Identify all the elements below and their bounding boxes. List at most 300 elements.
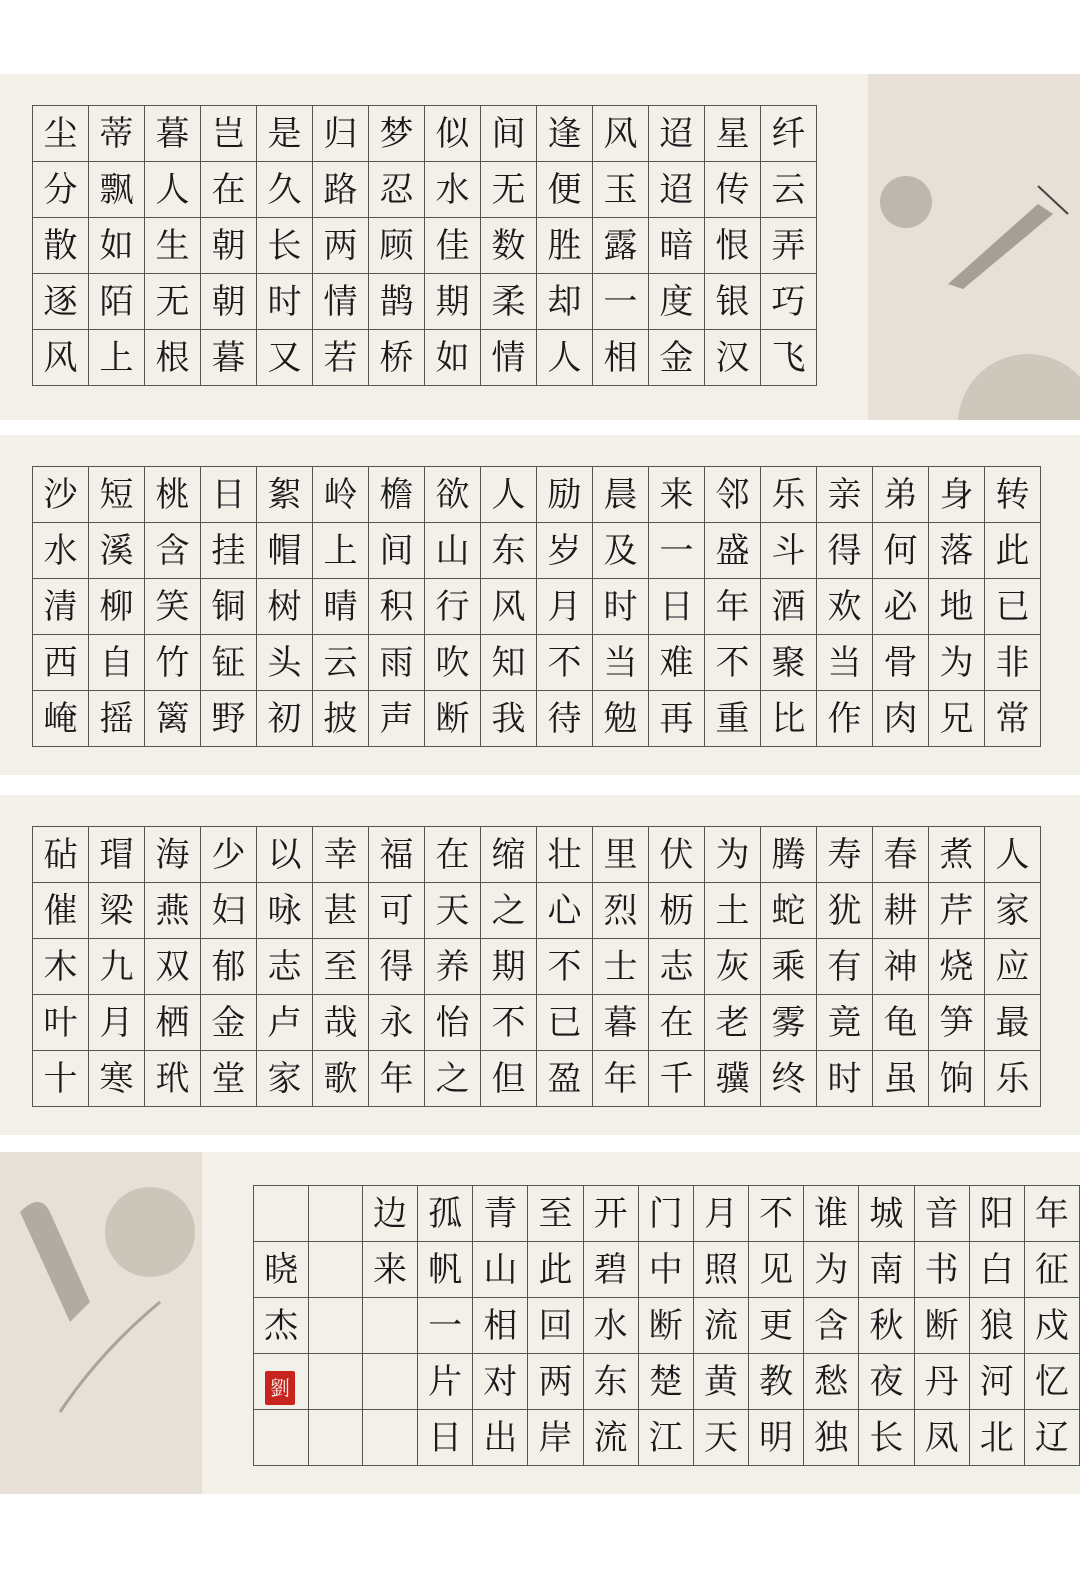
- character-cell: 为: [705, 827, 761, 883]
- character-cell: 征: [1024, 1242, 1079, 1298]
- character-cell: 斗: [761, 523, 817, 579]
- character-cell: 独: [804, 1410, 859, 1466]
- character-cell: 两: [313, 218, 369, 274]
- character-cell: 家: [985, 883, 1041, 939]
- character-cell: 有: [817, 939, 873, 995]
- character-cell: 顾: [369, 218, 425, 274]
- character-cell: 便: [537, 162, 593, 218]
- character-cell: 上: [89, 330, 145, 386]
- character-cell: 最: [985, 995, 1041, 1051]
- character-cell: 青: [473, 1186, 528, 1242]
- character-cell: 芹: [929, 883, 985, 939]
- character-cell: 山: [425, 523, 481, 579]
- character-cell: 必: [873, 579, 929, 635]
- grid-row: [254, 1186, 1080, 1242]
- character-cell: 恨: [705, 218, 761, 274]
- character-cell: 身: [929, 467, 985, 523]
- character-cell: 清: [33, 579, 89, 635]
- character-cell: 水: [425, 162, 481, 218]
- character-cell: 树: [257, 579, 313, 635]
- character-cell: 不: [537, 635, 593, 691]
- character-cell: 不: [705, 635, 761, 691]
- character-cell: 谁: [804, 1186, 859, 1242]
- character-cell: 乐: [761, 467, 817, 523]
- character-cell: 月: [693, 1186, 748, 1242]
- character-cell: 长: [859, 1410, 914, 1466]
- character-cell: 春: [873, 827, 929, 883]
- character-cell: 已: [985, 579, 1041, 635]
- character-cell: 郁: [201, 939, 257, 995]
- character-cell: 晴: [313, 579, 369, 635]
- character-cell: 日: [201, 467, 257, 523]
- character-cell: 佳: [425, 218, 481, 274]
- character-cell: 秋: [859, 1298, 914, 1354]
- character-cell: 志: [257, 939, 313, 995]
- character-cell: 肉: [873, 691, 929, 747]
- character-cell: 作: [817, 691, 873, 747]
- character-cell: 含: [145, 523, 201, 579]
- character-cell: 雨: [369, 635, 425, 691]
- character-cell: 来: [362, 1242, 417, 1298]
- character-cell: 久: [257, 162, 313, 218]
- character-cell: 似: [425, 106, 481, 162]
- character-cell: 帽: [257, 523, 313, 579]
- character-cell: 兄: [929, 691, 985, 747]
- character-cell: 阳: [969, 1186, 1024, 1242]
- red-seal: 劉: [265, 1371, 295, 1405]
- character-cell: 两: [528, 1354, 583, 1410]
- character-cell: 忍: [369, 162, 425, 218]
- character-cell: 是: [257, 106, 313, 162]
- character-cell: 养: [425, 939, 481, 995]
- character-cell: 汉: [705, 330, 761, 386]
- character-cell: 骥: [705, 1051, 761, 1107]
- character-cell: 寒: [89, 1051, 145, 1107]
- character-cell: [362, 1298, 417, 1354]
- character-cell: 应: [985, 939, 1041, 995]
- grid-row: [254, 1354, 1080, 1410]
- character-cell: 此: [985, 523, 1041, 579]
- character-cell: 生: [145, 218, 201, 274]
- character-cell: 山: [473, 1242, 528, 1298]
- character-cell: 无: [145, 274, 201, 330]
- character-cell: 饷: [929, 1051, 985, 1107]
- character-cell: 散: [33, 218, 89, 274]
- character-cell: 门: [638, 1186, 693, 1242]
- character-cell: 弄: [761, 218, 817, 274]
- character-cell: 间: [481, 106, 537, 162]
- character-cell: 堂: [201, 1051, 257, 1107]
- character-cell: 栖: [145, 995, 201, 1051]
- character-cell: 絮: [257, 467, 313, 523]
- character-cell: 励: [537, 467, 593, 523]
- character-cell: 狼: [969, 1298, 1024, 1354]
- character-cell: 木: [33, 939, 89, 995]
- character-cell: 人: [481, 467, 537, 523]
- character-cell: 咏: [257, 883, 313, 939]
- character-cell: 枥: [649, 883, 705, 939]
- character-cell: 歌: [313, 1051, 369, 1107]
- character-cell: 海: [145, 827, 201, 883]
- character-cell: 暮: [145, 106, 201, 162]
- character-cell: 回: [528, 1298, 583, 1354]
- bird-painting-bottom-left: [0, 1152, 202, 1494]
- character-cell: [309, 1298, 363, 1354]
- character-cell: 鹊: [369, 274, 425, 330]
- character-cell: 岭: [313, 467, 369, 523]
- character-cell: 虽: [873, 1051, 929, 1107]
- character-cell: 竟: [817, 995, 873, 1051]
- character-cell: 夜: [859, 1354, 914, 1410]
- character-cell: 再: [649, 691, 705, 747]
- character-cell: 传: [705, 162, 761, 218]
- character-cell: 忆: [1024, 1354, 1079, 1410]
- character-cell: 明: [749, 1410, 804, 1466]
- grid-row: [33, 106, 817, 162]
- character-cell: 笋: [929, 995, 985, 1051]
- grid-row: [33, 330, 817, 386]
- character-cell: 酒: [761, 579, 817, 635]
- character-cell: 边: [362, 1186, 417, 1242]
- character-cell: 河: [969, 1354, 1024, 1410]
- character-cell: 亲: [817, 467, 873, 523]
- character-cell: 龟: [873, 995, 929, 1051]
- character-cell: 断: [914, 1298, 969, 1354]
- character-cell: 暮: [593, 995, 649, 1051]
- character-cell: 碧: [583, 1242, 638, 1298]
- grid-row: [33, 691, 1041, 747]
- character-cell: 暮: [201, 330, 257, 386]
- character-cell: 当: [593, 635, 649, 691]
- character-cell: 照: [693, 1242, 748, 1298]
- poem-grid-3: [32, 826, 1041, 1107]
- grid-row: [33, 523, 1041, 579]
- character-cell: 檐: [369, 467, 425, 523]
- character-cell: 见: [749, 1242, 804, 1298]
- character-cell: 不: [481, 995, 537, 1051]
- character-cell: 西: [33, 635, 89, 691]
- character-cell: 长: [257, 218, 313, 274]
- character-cell: 对: [473, 1354, 528, 1410]
- character-cell: 终: [761, 1051, 817, 1107]
- character-cell: 楚: [638, 1354, 693, 1410]
- character-cell: 丹: [914, 1354, 969, 1410]
- character-cell: 更: [749, 1298, 804, 1354]
- character-cell: 及: [593, 523, 649, 579]
- character-cell: 可: [369, 883, 425, 939]
- character-cell: 头: [257, 635, 313, 691]
- character-cell: 数: [481, 218, 537, 274]
- character-cell: 天: [693, 1410, 748, 1466]
- character-cell: 时: [257, 274, 313, 330]
- character-cell: 胜: [537, 218, 593, 274]
- character-cell: 相: [593, 330, 649, 386]
- character-cell: 愁: [804, 1354, 859, 1410]
- character-cell: 难: [649, 635, 705, 691]
- character-cell: 卢: [257, 995, 313, 1051]
- character-cell: 桥: [369, 330, 425, 386]
- character-cell: 归: [313, 106, 369, 162]
- character-cell: 根: [145, 330, 201, 386]
- character-cell: 得: [817, 523, 873, 579]
- character-cell: 雾: [761, 995, 817, 1051]
- poem-grid-4: [253, 1185, 1080, 1466]
- grid-row: [33, 274, 817, 330]
- character-cell: 风: [593, 106, 649, 162]
- character-cell: 书: [914, 1242, 969, 1298]
- character-cell: 日: [418, 1410, 473, 1466]
- character-cell: 音: [914, 1186, 969, 1242]
- character-cell: 弟: [873, 467, 929, 523]
- character-cell: 上: [313, 523, 369, 579]
- character-cell: 但: [481, 1051, 537, 1107]
- character-cell: 砧: [33, 827, 89, 883]
- poem-grid-1: [32, 105, 817, 386]
- character-cell: 金: [649, 330, 705, 386]
- character-cell: 日: [649, 579, 705, 635]
- character-cell: 水: [583, 1298, 638, 1354]
- character-cell: 逐: [33, 274, 89, 330]
- character-cell: 东: [481, 523, 537, 579]
- character-cell: 飘: [89, 162, 145, 218]
- character-cell: 教: [749, 1354, 804, 1410]
- character-cell: 在: [425, 827, 481, 883]
- character-cell: 玳: [145, 1051, 201, 1107]
- grid-row: [254, 1242, 1080, 1298]
- character-cell: 若: [313, 330, 369, 386]
- character-cell: 情: [481, 330, 537, 386]
- character-cell: [309, 1354, 363, 1410]
- character-cell: 此: [528, 1242, 583, 1298]
- character-cell: 十: [33, 1051, 89, 1107]
- character-cell: 地: [929, 579, 985, 635]
- character-cell: 欲: [425, 467, 481, 523]
- character-cell: 少: [201, 827, 257, 883]
- character-cell: [254, 1186, 309, 1242]
- character-cell: 孤: [418, 1186, 473, 1242]
- character-cell: 蛇: [761, 883, 817, 939]
- character-cell: 邻: [705, 467, 761, 523]
- character-cell: 飞: [761, 330, 817, 386]
- character-cell: 不: [537, 939, 593, 995]
- character-cell: 岸: [528, 1410, 583, 1466]
- character-cell: 当: [817, 635, 873, 691]
- character-cell: 之: [481, 883, 537, 939]
- character-cell: 耕: [873, 883, 929, 939]
- character-cell: 乐: [985, 1051, 1041, 1107]
- character-cell: 桃: [145, 467, 201, 523]
- character-cell: 妇: [201, 883, 257, 939]
- character-cell: 东: [583, 1354, 638, 1410]
- character-cell: 相: [473, 1298, 528, 1354]
- character-cell: 不: [749, 1186, 804, 1242]
- character-cell: 出: [473, 1410, 528, 1466]
- character-cell: 短: [89, 467, 145, 523]
- character-cell: 转: [985, 467, 1041, 523]
- character-cell: 时: [593, 579, 649, 635]
- character-cell: 金: [201, 995, 257, 1051]
- character-cell: 士: [593, 939, 649, 995]
- character-cell: 柳: [89, 579, 145, 635]
- character-cell: 幸: [313, 827, 369, 883]
- character-cell: 哉: [313, 995, 369, 1051]
- character-cell: 人: [537, 330, 593, 386]
- character-cell: 燕: [145, 883, 201, 939]
- character-cell: 勉: [593, 691, 649, 747]
- grid-row: [33, 995, 1041, 1051]
- character-cell: 骨: [873, 635, 929, 691]
- character-cell: 声: [369, 691, 425, 747]
- character-cell: 在: [201, 162, 257, 218]
- character-cell: 开: [583, 1186, 638, 1242]
- character-cell: 银: [705, 274, 761, 330]
- character-cell: 比: [761, 691, 817, 747]
- character-cell: 寿: [817, 827, 873, 883]
- character-cell: 帆: [418, 1242, 473, 1298]
- character-cell: 尘: [33, 106, 89, 162]
- character-cell: 崦: [33, 691, 89, 747]
- character-cell: [362, 1410, 417, 1466]
- character-cell: 烧: [929, 939, 985, 995]
- character-cell: 欢: [817, 579, 873, 635]
- character-cell: 为: [929, 635, 985, 691]
- character-cell: 如: [425, 330, 481, 386]
- character-cell: 黄: [693, 1354, 748, 1410]
- character-cell: 乘: [761, 939, 817, 995]
- character-cell: 迢: [649, 162, 705, 218]
- character-cell: 催: [33, 883, 89, 939]
- character-cell: 伏: [649, 827, 705, 883]
- grid-row: [33, 579, 1041, 635]
- character-cell: 南: [859, 1242, 914, 1298]
- bird-painting-top-right: [868, 74, 1080, 420]
- character-cell: 缩: [481, 827, 537, 883]
- character-cell: 土: [705, 883, 761, 939]
- character-cell: 年: [1024, 1186, 1079, 1242]
- character-cell: 竹: [145, 635, 201, 691]
- character-cell: 云: [761, 162, 817, 218]
- character-cell: 煮: [929, 827, 985, 883]
- grid-row: [33, 162, 817, 218]
- character-cell: 含: [804, 1298, 859, 1354]
- character-cell: 期: [481, 939, 537, 995]
- character-cell: 常: [985, 691, 1041, 747]
- character-cell: 沙: [33, 467, 89, 523]
- character-cell: 至: [313, 939, 369, 995]
- character-cell: 自: [89, 635, 145, 691]
- character-cell: 无: [481, 162, 537, 218]
- character-cell: 志: [649, 939, 705, 995]
- grid-row: [254, 1298, 1080, 1354]
- character-cell: 家: [257, 1051, 313, 1107]
- character-cell: 重: [705, 691, 761, 747]
- character-cell: 初: [257, 691, 313, 747]
- character-cell: 来: [649, 467, 705, 523]
- grid-row: [33, 1051, 1041, 1107]
- character-cell: 晓: [254, 1242, 309, 1298]
- character-cell: 怡: [425, 995, 481, 1051]
- grid-row: [33, 467, 1041, 523]
- character-cell: 玉: [593, 162, 649, 218]
- grid-row: [33, 827, 1041, 883]
- character-cell: 挂: [201, 523, 257, 579]
- character-cell: 星: [705, 106, 761, 162]
- character-cell: 人: [145, 162, 201, 218]
- character-cell: 知: [481, 635, 537, 691]
- character-cell: 钲: [201, 635, 257, 691]
- character-cell: 迢: [649, 106, 705, 162]
- character-cell: 灰: [705, 939, 761, 995]
- character-cell: 北: [969, 1410, 1024, 1466]
- character-cell: 铜: [201, 579, 257, 635]
- character-cell: 老: [705, 995, 761, 1051]
- character-cell: 非: [985, 635, 1041, 691]
- character-cell: 盈: [537, 1051, 593, 1107]
- character-cell: 犹: [817, 883, 873, 939]
- poem-grid-2: [32, 466, 1041, 747]
- character-cell: 路: [313, 162, 369, 218]
- character-cell: [362, 1354, 417, 1410]
- character-cell: 柔: [481, 274, 537, 330]
- character-cell: 梁: [89, 883, 145, 939]
- character-cell: 江: [638, 1410, 693, 1466]
- character-cell: 辽: [1024, 1410, 1079, 1466]
- character-cell: 何: [873, 523, 929, 579]
- character-cell: 纤: [761, 106, 817, 162]
- character-cell: 度: [649, 274, 705, 330]
- character-cell: 千: [649, 1051, 705, 1107]
- grid-row: [33, 635, 1041, 691]
- character-cell: 晨: [593, 467, 649, 523]
- character-cell: 落: [929, 523, 985, 579]
- character-cell: 叶: [33, 995, 89, 1051]
- character-cell: 水: [33, 523, 89, 579]
- character-cell: 城: [859, 1186, 914, 1242]
- character-cell: 溪: [89, 523, 145, 579]
- grid-row: [33, 883, 1041, 939]
- character-cell: 却: [537, 274, 593, 330]
- character-cell: 年: [593, 1051, 649, 1107]
- character-cell: 已: [537, 995, 593, 1051]
- character-cell: 以: [257, 827, 313, 883]
- character-cell: 情: [313, 274, 369, 330]
- grid-row: [254, 1410, 1080, 1466]
- character-cell: 片: [418, 1354, 473, 1410]
- character-cell: 篱: [145, 691, 201, 747]
- character-cell: 年: [369, 1051, 425, 1107]
- character-cell: 甚: [313, 883, 369, 939]
- grid-row: [33, 939, 1041, 995]
- character-cell: 我: [481, 691, 537, 747]
- character-cell: 巧: [761, 274, 817, 330]
- character-cell: 积: [369, 579, 425, 635]
- character-cell: 戍: [1024, 1298, 1079, 1354]
- grid-row: [33, 218, 817, 274]
- character-cell: 待: [537, 691, 593, 747]
- character-cell: [309, 1186, 363, 1242]
- character-cell: [309, 1410, 363, 1466]
- character-cell: [309, 1242, 363, 1298]
- character-cell: 得: [369, 939, 425, 995]
- character-cell: 月: [89, 995, 145, 1051]
- character-cell: 时: [817, 1051, 873, 1107]
- character-cell: 盛: [705, 523, 761, 579]
- character-cell: 吹: [425, 635, 481, 691]
- character-cell: [254, 1410, 309, 1466]
- character-cell: 中: [638, 1242, 693, 1298]
- character-cell: 断: [638, 1298, 693, 1354]
- character-cell: 又: [257, 330, 313, 386]
